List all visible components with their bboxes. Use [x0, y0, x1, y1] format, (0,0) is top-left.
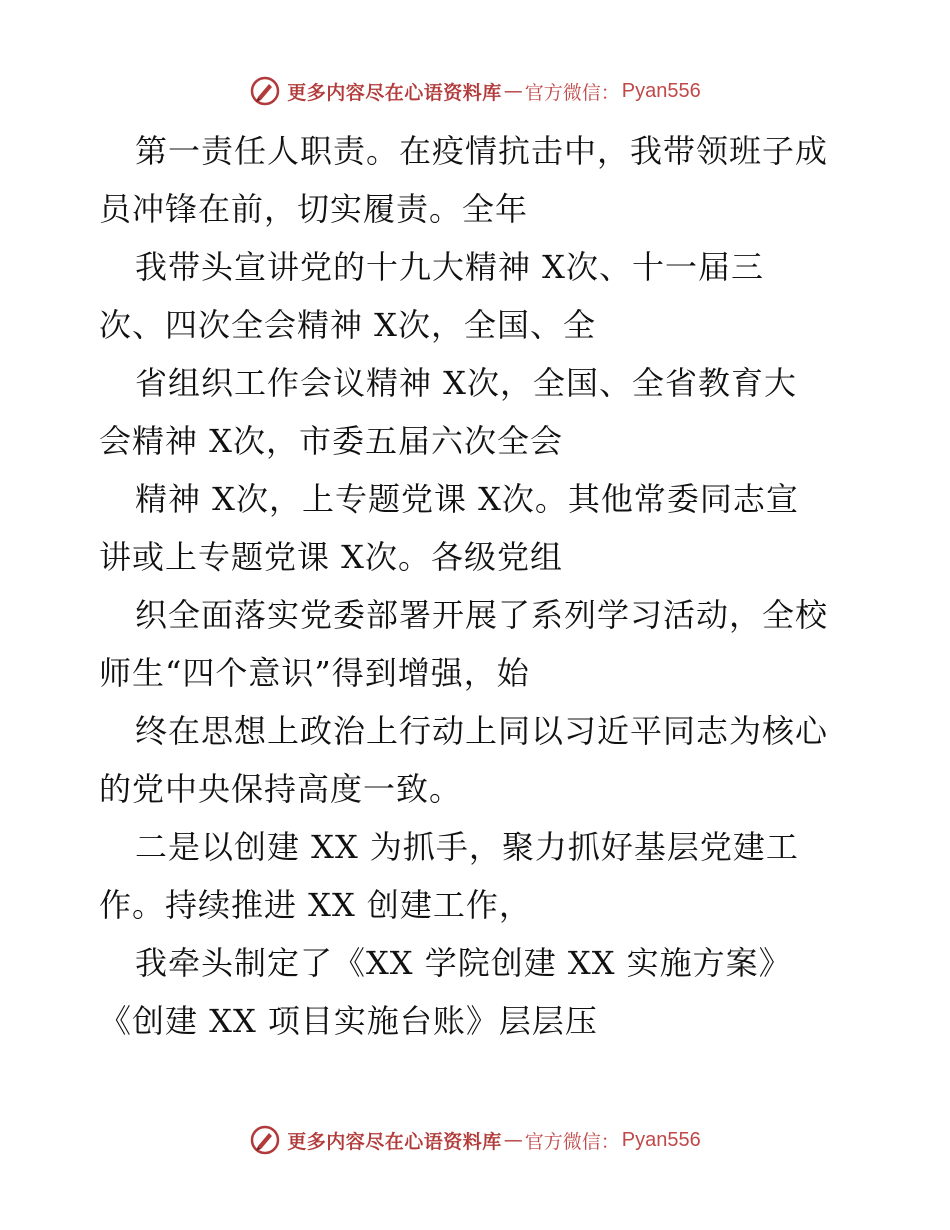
watermark-wechat-label: 官方微信： — [524, 1130, 620, 1153]
body-line: 的党中央保持高度一致。 — [99, 770, 463, 808]
watermark-wechat-label: 官方微信： — [524, 81, 620, 104]
body-line: 二是以创建 XX 为抓手，聚力抓好基层党建工 — [135, 828, 799, 866]
watermark-text: 更多内容尽在心语资料库 — [287, 1130, 502, 1153]
body-line: 讲或上专题党课 X次。各级党组 — [99, 538, 563, 576]
watermark-text: 更多内容尽在心语资料库 — [287, 81, 502, 104]
body-line: 省组织工作会议精神 X次，全国、全省教育大 — [135, 364, 797, 402]
body-line: 次、四次全会精神 X次，全国、全 — [99, 306, 596, 344]
body-line: 精神 X次，上专题党课 X次。其他常委同志宣 — [135, 480, 799, 518]
watermark-wechat-id: Pyan556 — [621, 1128, 701, 1151]
body-line: 《创建 XX 项目实施台账》层层压 — [99, 1002, 598, 1040]
body-line: 我牵头制定了《XX 学院创建 XX 实施方案》 — [135, 944, 792, 982]
pen-logo-icon — [249, 1124, 281, 1156]
body-line: 师生“四个意识”得到增强，始 — [99, 654, 530, 692]
watermark-wechat-id: Pyan556 — [621, 79, 701, 102]
body-line: 第一责任人职责。在疫情抗击中，我带领班子成 — [135, 132, 829, 170]
body-line: 员冲锋在前，切实履责。全年 — [99, 190, 529, 228]
watermark-separator: — — [503, 1129, 523, 1151]
document-body — [99, 122, 899, 1050]
header-watermark — [0, 73, 950, 109]
body-line: 作。持续推进 XX 创建工作， — [99, 886, 532, 924]
body-line: 会精神 X次，市委五届六次全会 — [99, 422, 563, 460]
body-line: 织全面落实党委部署开展了系列学习活动，全校 — [135, 596, 829, 634]
body-line: 我带头宣讲党的十九大精神 X次、十一届三 — [135, 248, 764, 286]
footer-watermark — [0, 1122, 950, 1158]
body-line: 终在思想上政治上行动上同以习近平同志为核心 — [135, 712, 829, 750]
pen-logo-icon — [249, 75, 281, 107]
watermark-separator: — — [503, 80, 523, 102]
